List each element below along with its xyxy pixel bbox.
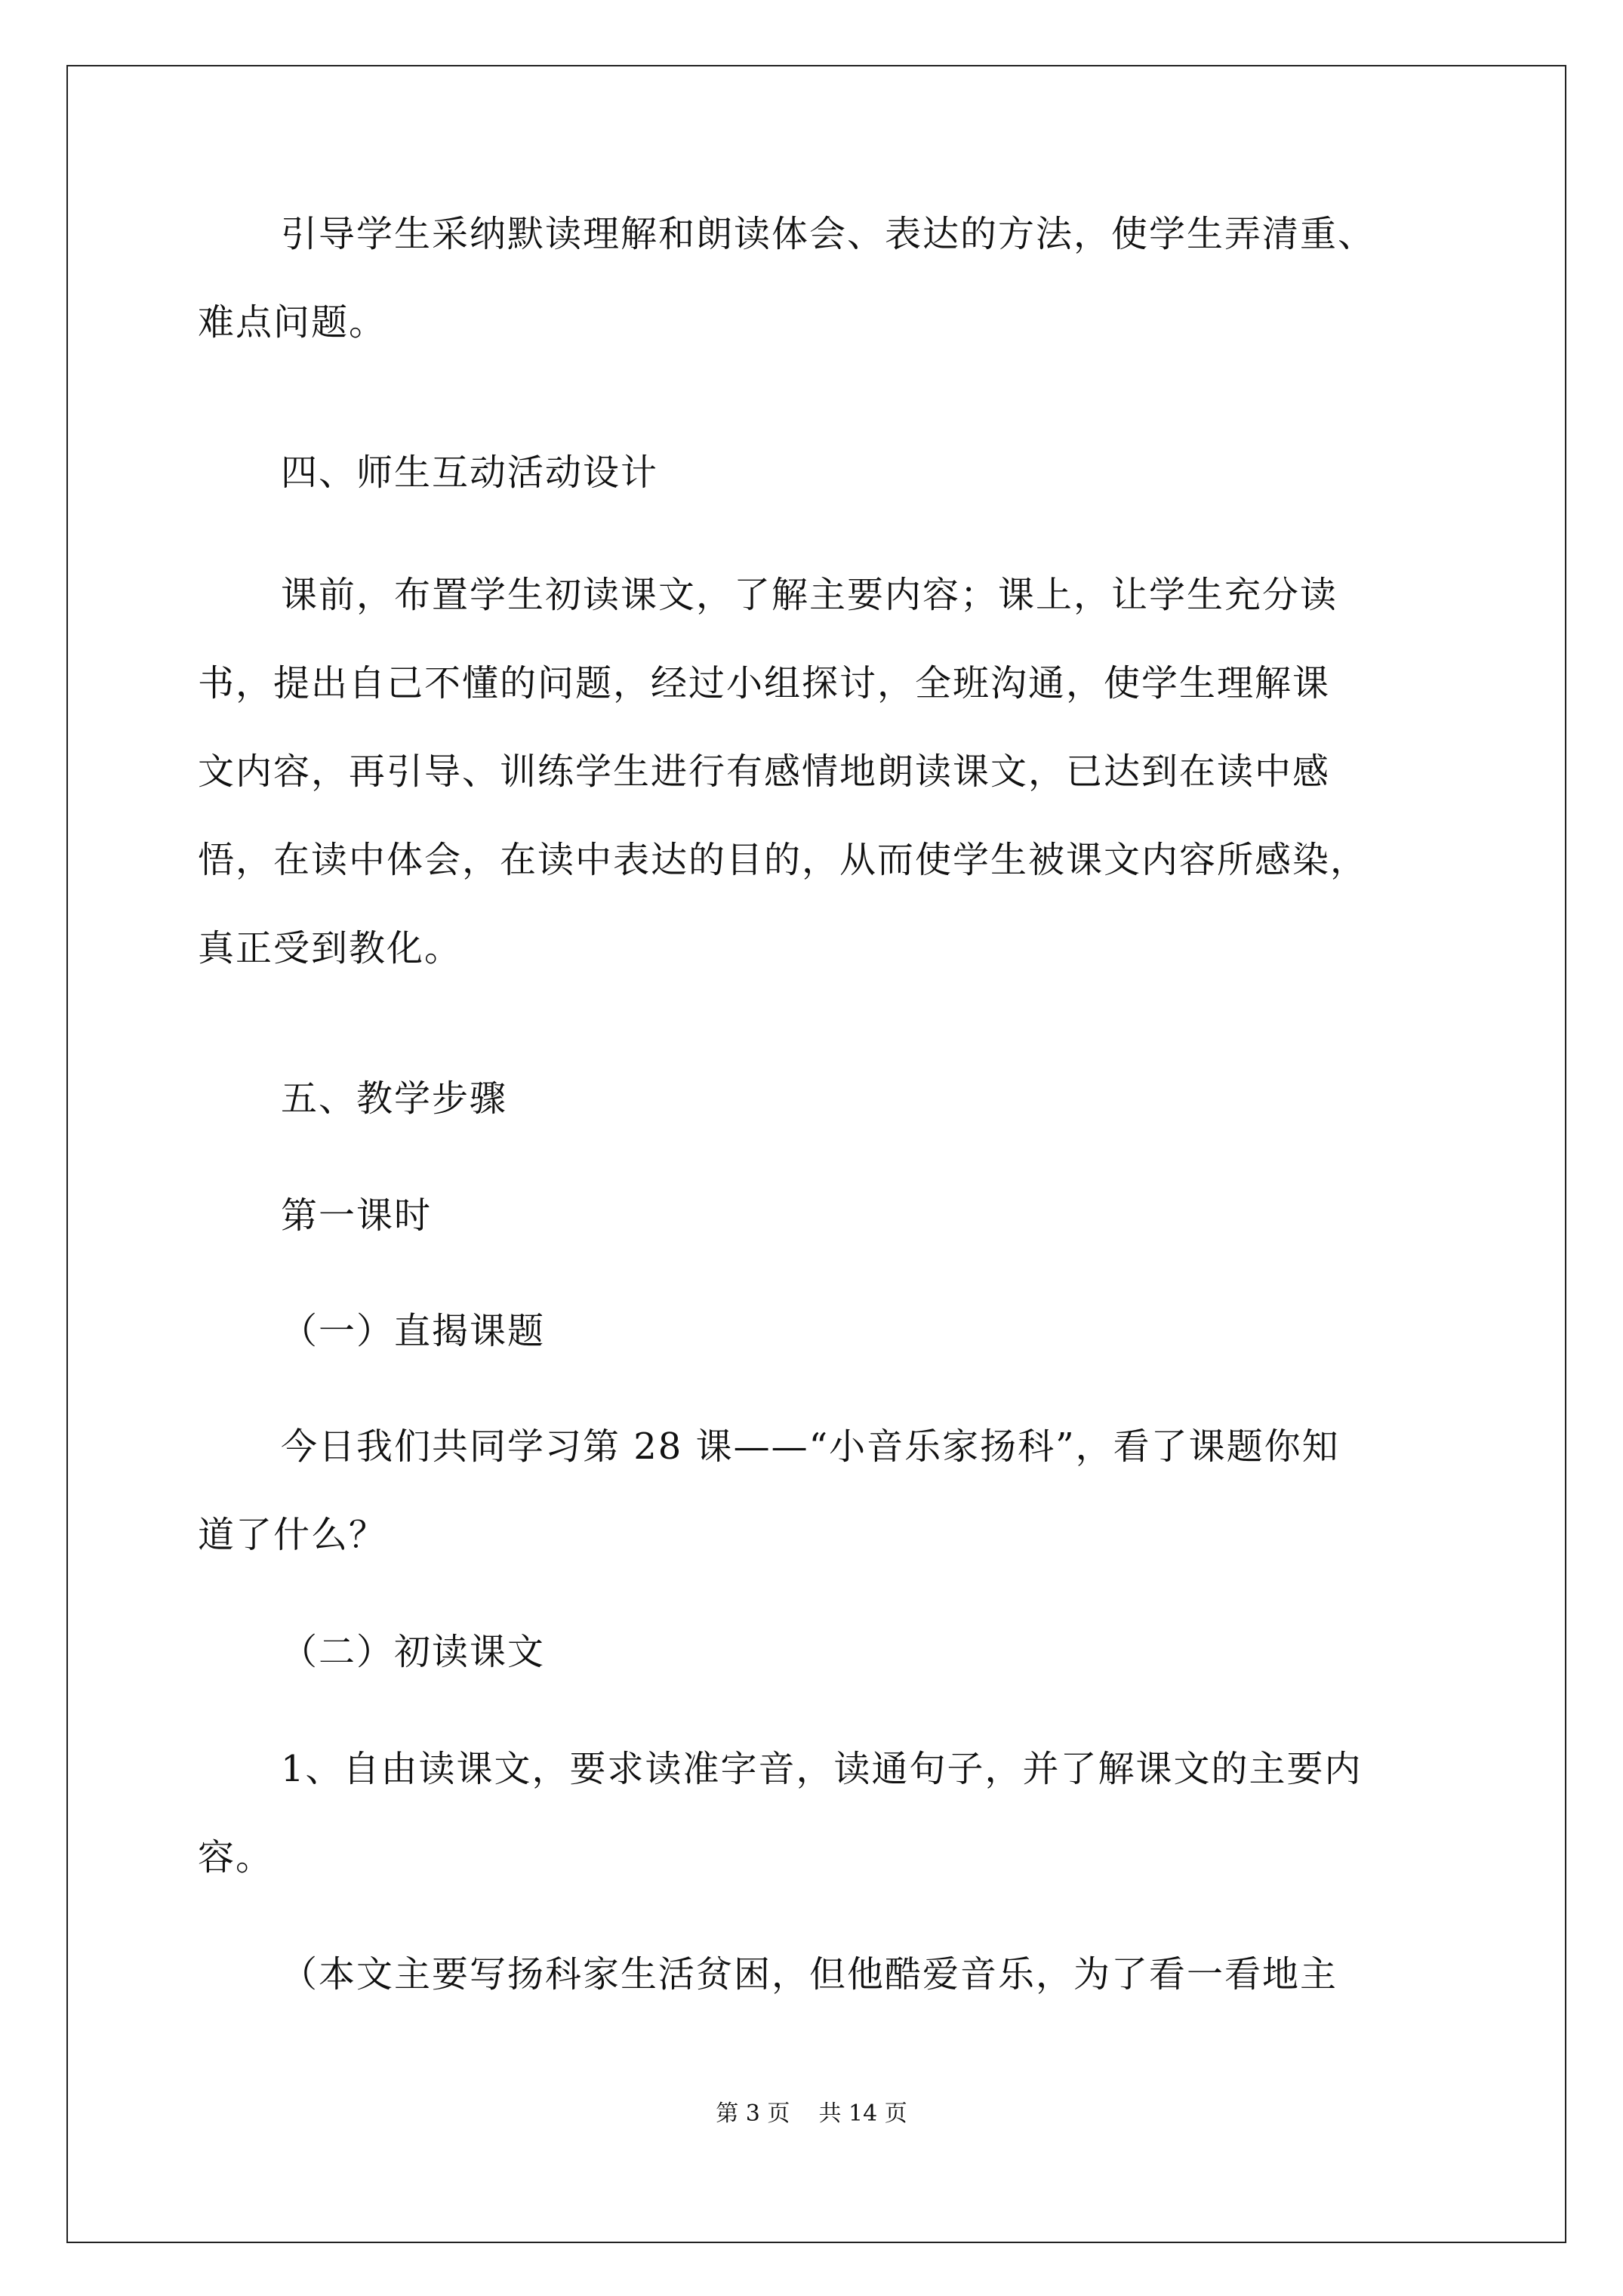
section-heading: 四、师生互动活动设计: [281, 451, 659, 494]
text-line: 真正受到教化。: [198, 927, 463, 969]
subsection-heading: 第一课时: [281, 1194, 433, 1237]
section-heading: 五、教学步骤: [281, 1077, 508, 1120]
text-line: 文内容，再引导、训练学生进行有感情地朗读课文，已达到在读中感: [198, 750, 1331, 793]
text-line: 今日我们共同学习第 28 课——“小音乐家扬科”，看了课题你知: [281, 1425, 1340, 1468]
text-line: 难点问题。: [198, 301, 387, 344]
page-border: [66, 65, 1566, 2243]
subsection-heading: （一）直揭课题: [281, 1310, 546, 1352]
text-line: 书，提出自己不懂的问题，经过小组探讨，全班沟通，使学生理解课: [198, 662, 1331, 704]
text-line: 悟，在读中体会，在读中表达的目的，从而使学生被课文内容所感染，: [198, 839, 1369, 881]
text-line: 课前，布置学生初读课文，了解主要内容；课上，让学生充分读: [281, 574, 1338, 616]
text-line: 道了什么？: [198, 1514, 387, 1556]
text-line: （本文主要写扬科家生活贫困，但他酷爱音乐，为了看一看地主: [281, 1953, 1338, 1996]
text-line: 引导学生采纳默读理解和朗读体会、表达的方法，使学生弄清重、: [281, 213, 1376, 255]
page-number-footer: 第 3 页 共 14 页: [716, 2100, 907, 2127]
text-line: 容。: [198, 1836, 274, 1878]
subsection-heading: （二）初读课文: [281, 1631, 546, 1673]
text-line: 1、自由读课文，要求读准字音，读通句子，并了解课文的主要内: [281, 1748, 1363, 1790]
